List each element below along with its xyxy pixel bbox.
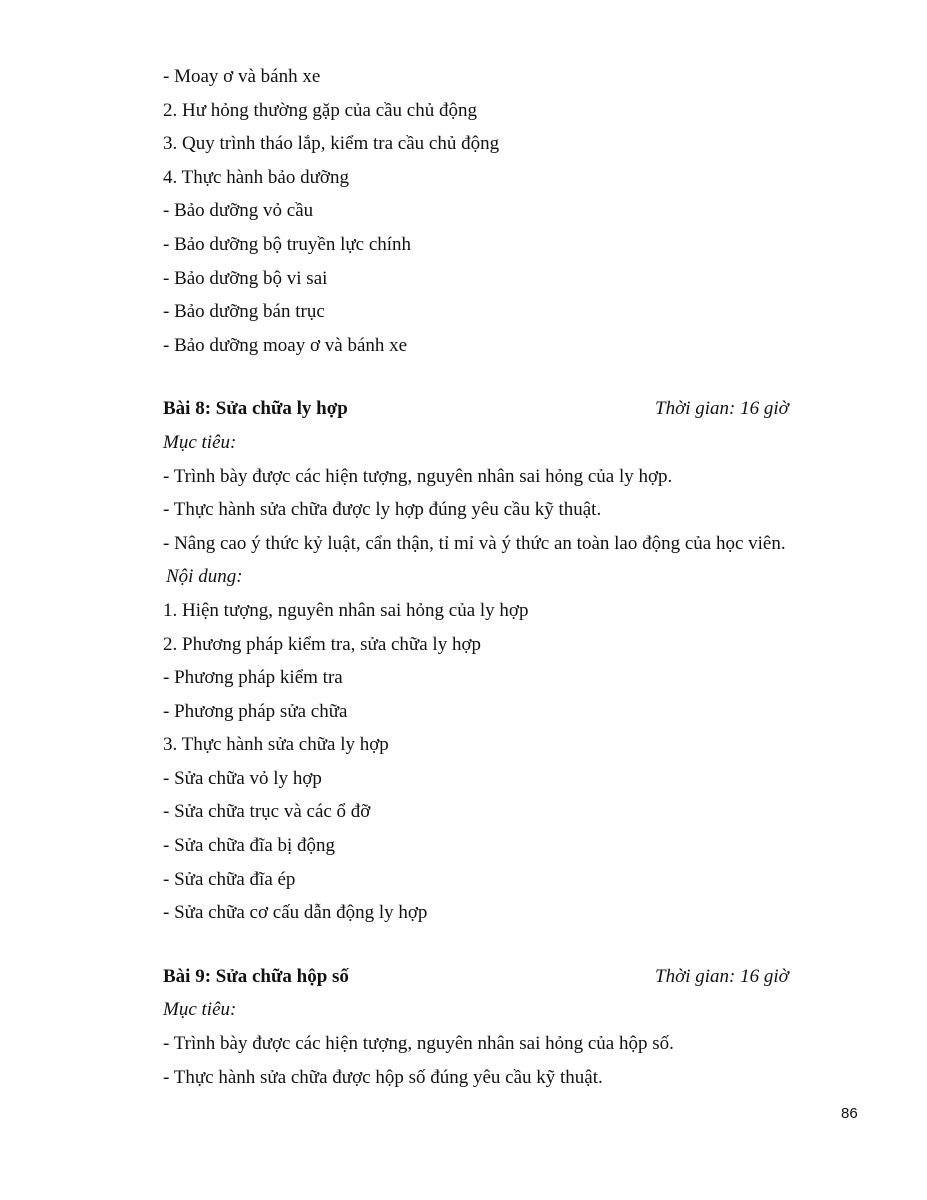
content-line: 2. Phương pháp kiểm tra, sửa chữa ly hợp: [163, 633, 481, 655]
content-line: - Sửa chữa cơ cấu dẫn động ly hợp: [163, 902, 428, 924]
content-line: - Moay ơ và bánh xe: [163, 66, 321, 87]
content-line: - Bảo dưỡng bộ truyền lực chính: [163, 233, 412, 255]
lesson-8-content-label: Nội dung:: [166, 566, 243, 588]
lesson-9-section: [163, 960, 863, 1094]
content-line: - Sửa chữa vỏ ly hợp: [163, 767, 322, 789]
content-line: - Sửa chữa đĩa bị động: [163, 835, 336, 857]
previous-lesson-tail: [163, 60, 863, 362]
objective-line: - Thực hành sửa chữa được ly hợp đúng yêu cầu kỹ thuật.: [163, 499, 602, 521]
page-content: [163, 60, 863, 1094]
objective-line: - Trình bày được các hiện tượng, nguyên nhân sai hỏng của ly hợp.: [163, 465, 673, 487]
lesson-8-objectives-label: Mục tiêu:: [163, 431, 237, 453]
lesson-8-title: Bài 8: Sửa chữa ly hợp: [163, 398, 348, 420]
content-line: - Phương pháp sửa chữa: [163, 700, 348, 722]
content-line: - Bảo dưỡng moay ơ và bánh xe: [163, 334, 408, 356]
objective-line: - Nâng cao ý thức kỷ luật, cẩn thận, tỉ mỉ và ý thức an toàn lao động của học viên.: [163, 532, 786, 554]
lesson-9-duration: Thời gian: 16 giờ: [655, 965, 789, 987]
content-line: - Bảo dưỡng bộ vi sai: [163, 267, 328, 289]
content-line: - Bảo dưỡng vỏ cầu: [163, 200, 314, 222]
content-line: - Sửa chữa đĩa ép: [163, 868, 296, 890]
content-line: 3. Quy trình tháo lắp, kiểm tra cầu chủ động: [163, 133, 500, 155]
lesson-8-heading: [163, 392, 863, 426]
content-line: 3. Thực hành sửa chữa ly hợp: [163, 734, 389, 756]
content-line: - Sửa chữa trục và các ổ đỡ: [163, 801, 371, 823]
content-line: - Bảo dưỡng bán trục: [163, 301, 325, 323]
content-line: - Phương pháp kiểm tra: [163, 667, 343, 689]
content-line: 1. Hiện tượng, nguyên nhân sai hỏng của ly hợp: [163, 599, 529, 621]
lesson-8-section: [163, 392, 863, 930]
lesson-9-objectives-label: Mục tiêu:: [163, 999, 237, 1021]
lesson-9-heading: [163, 960, 863, 994]
page-number: 86: [841, 1105, 858, 1122]
content-line: 2. Hư hỏng thường gặp của cầu chủ động: [163, 99, 477, 121]
objective-line: - Trình bày được các hiện tượng, nguyên nhân sai hỏng của hộp số.: [163, 1033, 674, 1055]
content-line: 4. Thực hành bảo dưỡng: [163, 166, 349, 188]
lesson-9-title: Bài 9: Sửa chữa hộp số: [163, 965, 349, 987]
objective-line: - Thực hành sửa chữa được hộp số đúng yêu cầu kỹ thuật.: [163, 1066, 603, 1088]
lesson-8-duration: Thời gian: 16 giờ: [655, 398, 789, 420]
